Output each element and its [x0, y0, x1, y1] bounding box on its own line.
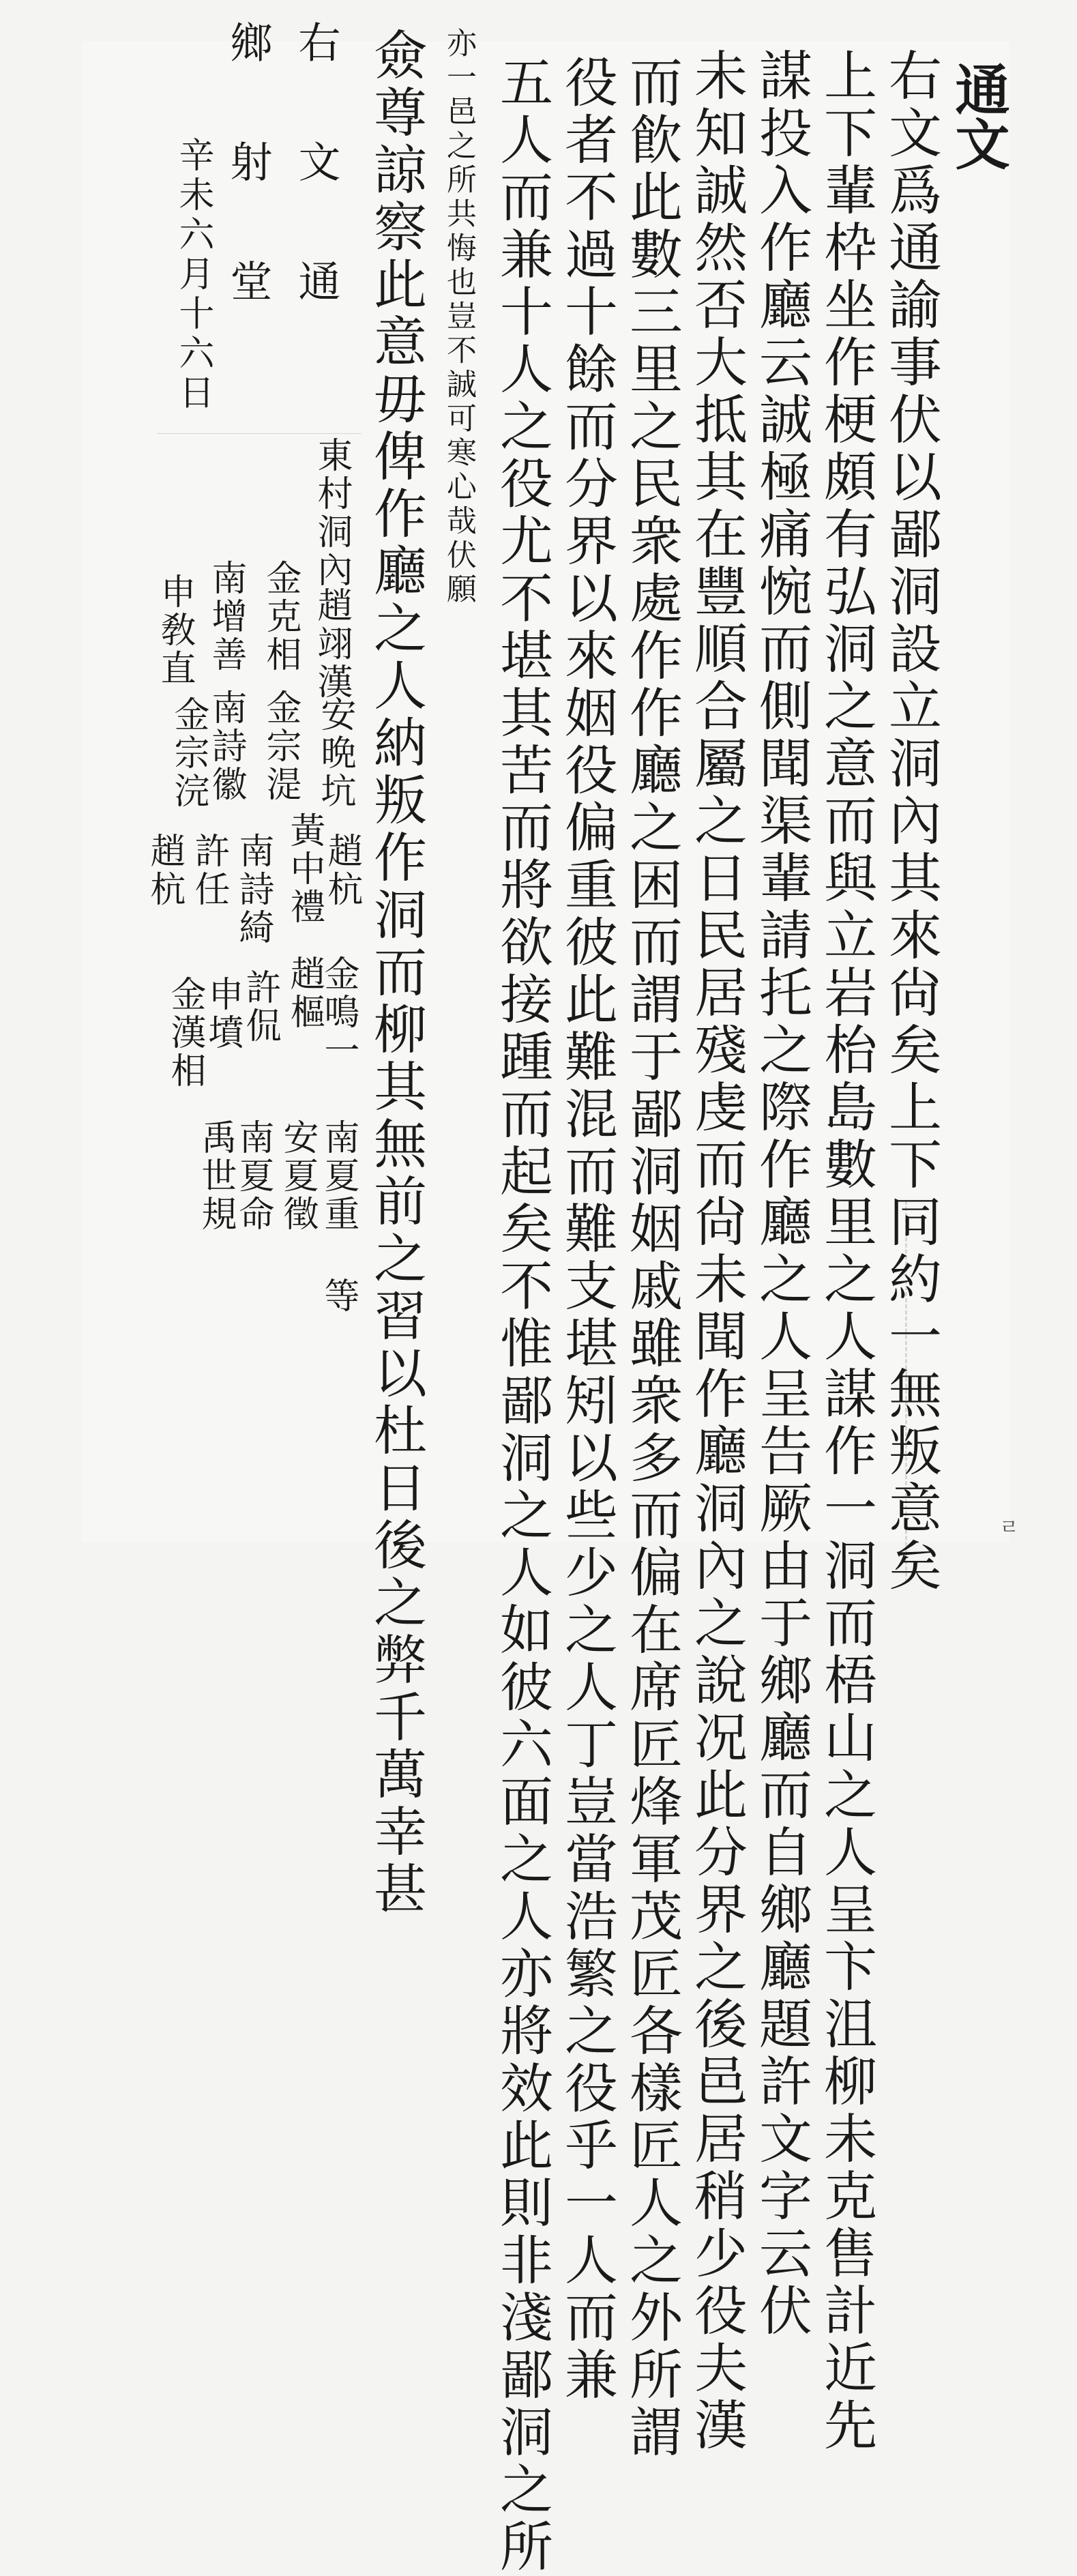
date: 辛未六月十六日 [173, 136, 213, 413]
signatory: 南夏重 等 [318, 1119, 359, 1315]
signatory: 金鳴一 [318, 955, 359, 1070]
signatory: 黃中禮 [284, 812, 325, 926]
recipient: 鄉 射 堂 [223, 20, 273, 315]
signatory: 南夏命 [233, 1119, 274, 1233]
signatory: 申敎直 [154, 573, 195, 688]
page-mark: ㄹ [999, 1516, 1019, 1540]
signatory: 許任 [188, 832, 229, 909]
signatory: 安夏徵 [277, 1119, 318, 1233]
body-line-9: 僉尊諒察此意毋俾作廳之人納叛作洞而柳其無前之習以杜日後之弊千萬幸甚 [365, 27, 426, 1918]
signatory: 許侃 [239, 969, 280, 1045]
signatories-header: 東村洞內 [311, 437, 352, 589]
signatory: 金宗湜 [260, 689, 301, 804]
body-line-7: 五人而兼十人之役尤不堪其苦而將欲接踵而起矣不惟鄙洞之人如彼六面之人亦將效此則非淺鄙洞之所 [491, 55, 552, 2576]
body-line-8: 亦一邑之所共悔也豈不誠可寒心哉伏願 [441, 27, 476, 607]
signatory: 金克相 [260, 559, 301, 674]
body-line-4: 未知誠然否大抵其在豐順合屬之日民居殘虔而尙未聞作廳洞內之說况此分界之後邑居稍少役夫漢 [685, 48, 747, 2455]
signatory: 趙杭 [144, 832, 185, 909]
signatory: 南詩綺 [233, 832, 274, 947]
signatory: 南增善 [205, 559, 246, 674]
body-line-2: 上下輩枠坐作梗頗有弘洞之意而與立岩枱島數里之人謀作一洞而梧山之人呈卞沮柳未克售計近先 [815, 48, 876, 2455]
body-line-5: 而飮此數三里之民衆處作作廳之困而謂于鄙洞姻戚雖衆多而偏在席匠烽軍茂匠各樣匠人之外所謂 [621, 55, 682, 2461]
body-line-1: 右文爲通諭事伏以鄙洞設立洞內其來尙矣上下同約一無叛意矣 [880, 48, 941, 1595]
closing-label: 右 文 通 [291, 20, 341, 315]
signatory: 金宗浣 [168, 696, 209, 810]
signatory: 趙杭 [321, 832, 362, 909]
signatory: 趙樞 [284, 955, 325, 1031]
body-line-3: 謀投入作廳云誠極痛惋而側聞渠輩請托之際作廳之人呈告厥由于鄉廳而自鄉廳題許文字云伏 [750, 48, 812, 2340]
signatory: 安晩坑 [314, 696, 355, 810]
signatory: 金漢相 [164, 976, 205, 1090]
document-title: 通文 [946, 61, 1010, 171]
signatory: 禹世規 [195, 1119, 236, 1233]
signatory: 趙翊漢 [311, 587, 352, 701]
signatory: 南詩徽 [205, 689, 246, 804]
body-line-6: 役者不過十餘而分界以來姻役偏重彼此難混而難支堪矧以些少之人丁豈當浩繁之役乎一人而兼 [556, 55, 617, 2404]
signatory: 申墳 [202, 976, 243, 1052]
